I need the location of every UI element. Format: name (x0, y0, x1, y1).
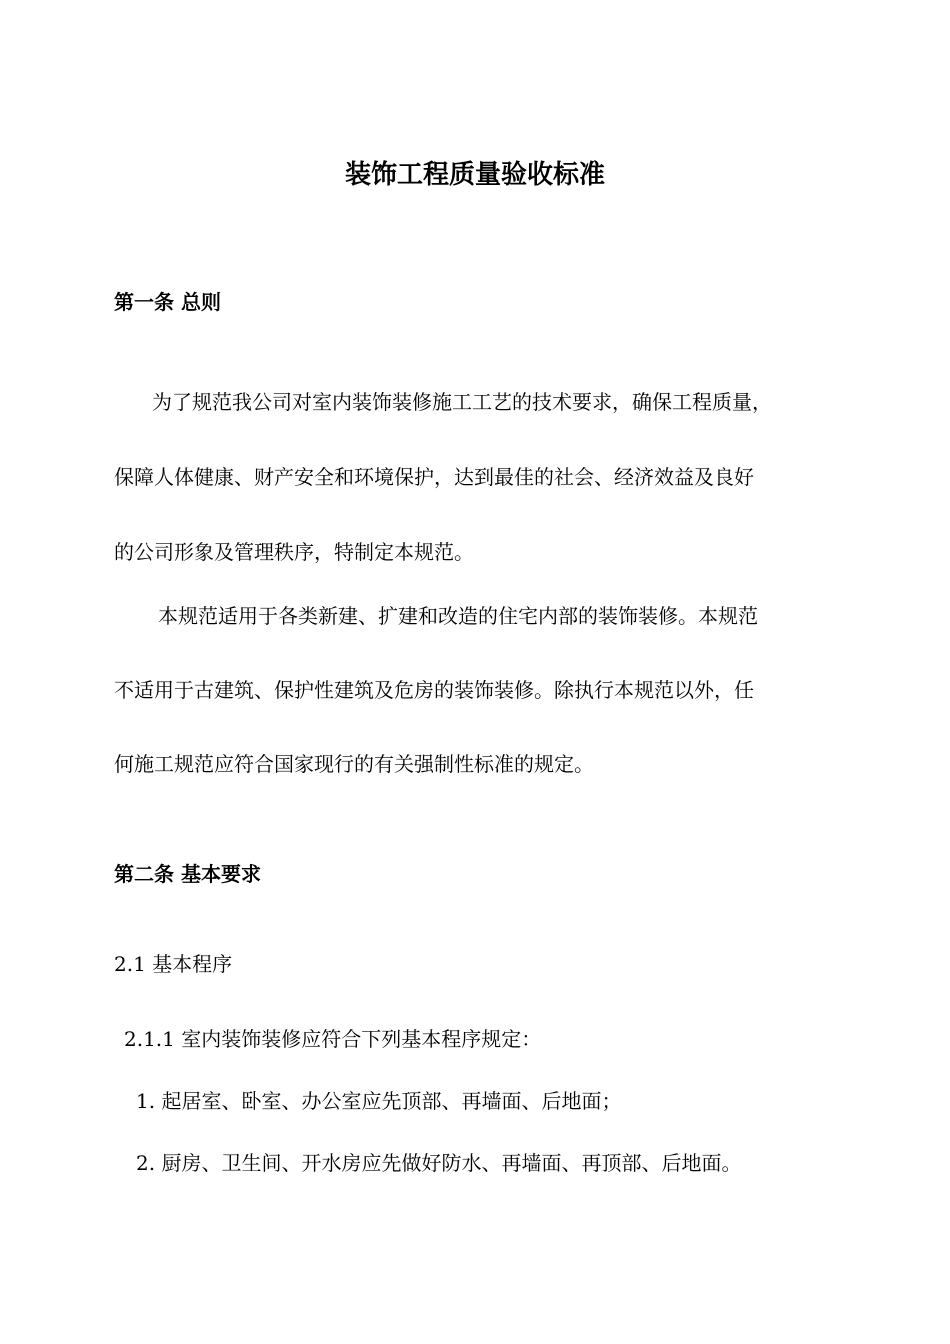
document-title: 装饰工程质量验收标准 (344, 160, 605, 190)
paragraph-1-line-1: 为了规范我公司对室内装饰装修施工工艺的技术要求，确保工程质量， (152, 390, 772, 414)
list-item: 1. 起居室、卧室、办公室应先顶部、再墙面、后地面； (136, 1089, 622, 1113)
paragraph-2-line-3: 何施工规范应符合国家现行的有关强制性标准的规定。 (114, 752, 594, 776)
paragraph-2-line-1: 本规范适用于各类新建、扩建和改造的住宅内部的装饰装修。本规范 (158, 604, 758, 628)
section-1-heading: 第一条 总则 (114, 290, 221, 314)
section-2-heading: 第二条 基本要求 (114, 862, 261, 886)
paragraph-2-line-2: 不适用于古建筑、保护性建筑及危房的装饰装修。除执行本规范以外，任 (114, 678, 754, 702)
paragraph-1-line-3: 的公司形象及管理秩序，特制定本规范。 (114, 540, 474, 564)
subsection-2-1-1: 2.1.1 室内装饰装修应符合下列基本程序规定： (124, 1027, 542, 1051)
paragraph-1-line-2: 保障人体健康、财产安全和环境保护，达到最佳的社会、经济效益及良好 (114, 465, 754, 489)
list-item: 2. 厨房、卫生间、开水房应先做好防水、再墙面、再顶部、后地面。 (136, 1151, 742, 1175)
subsection-2-1: 2.1 基本程序 (114, 952, 233, 976)
